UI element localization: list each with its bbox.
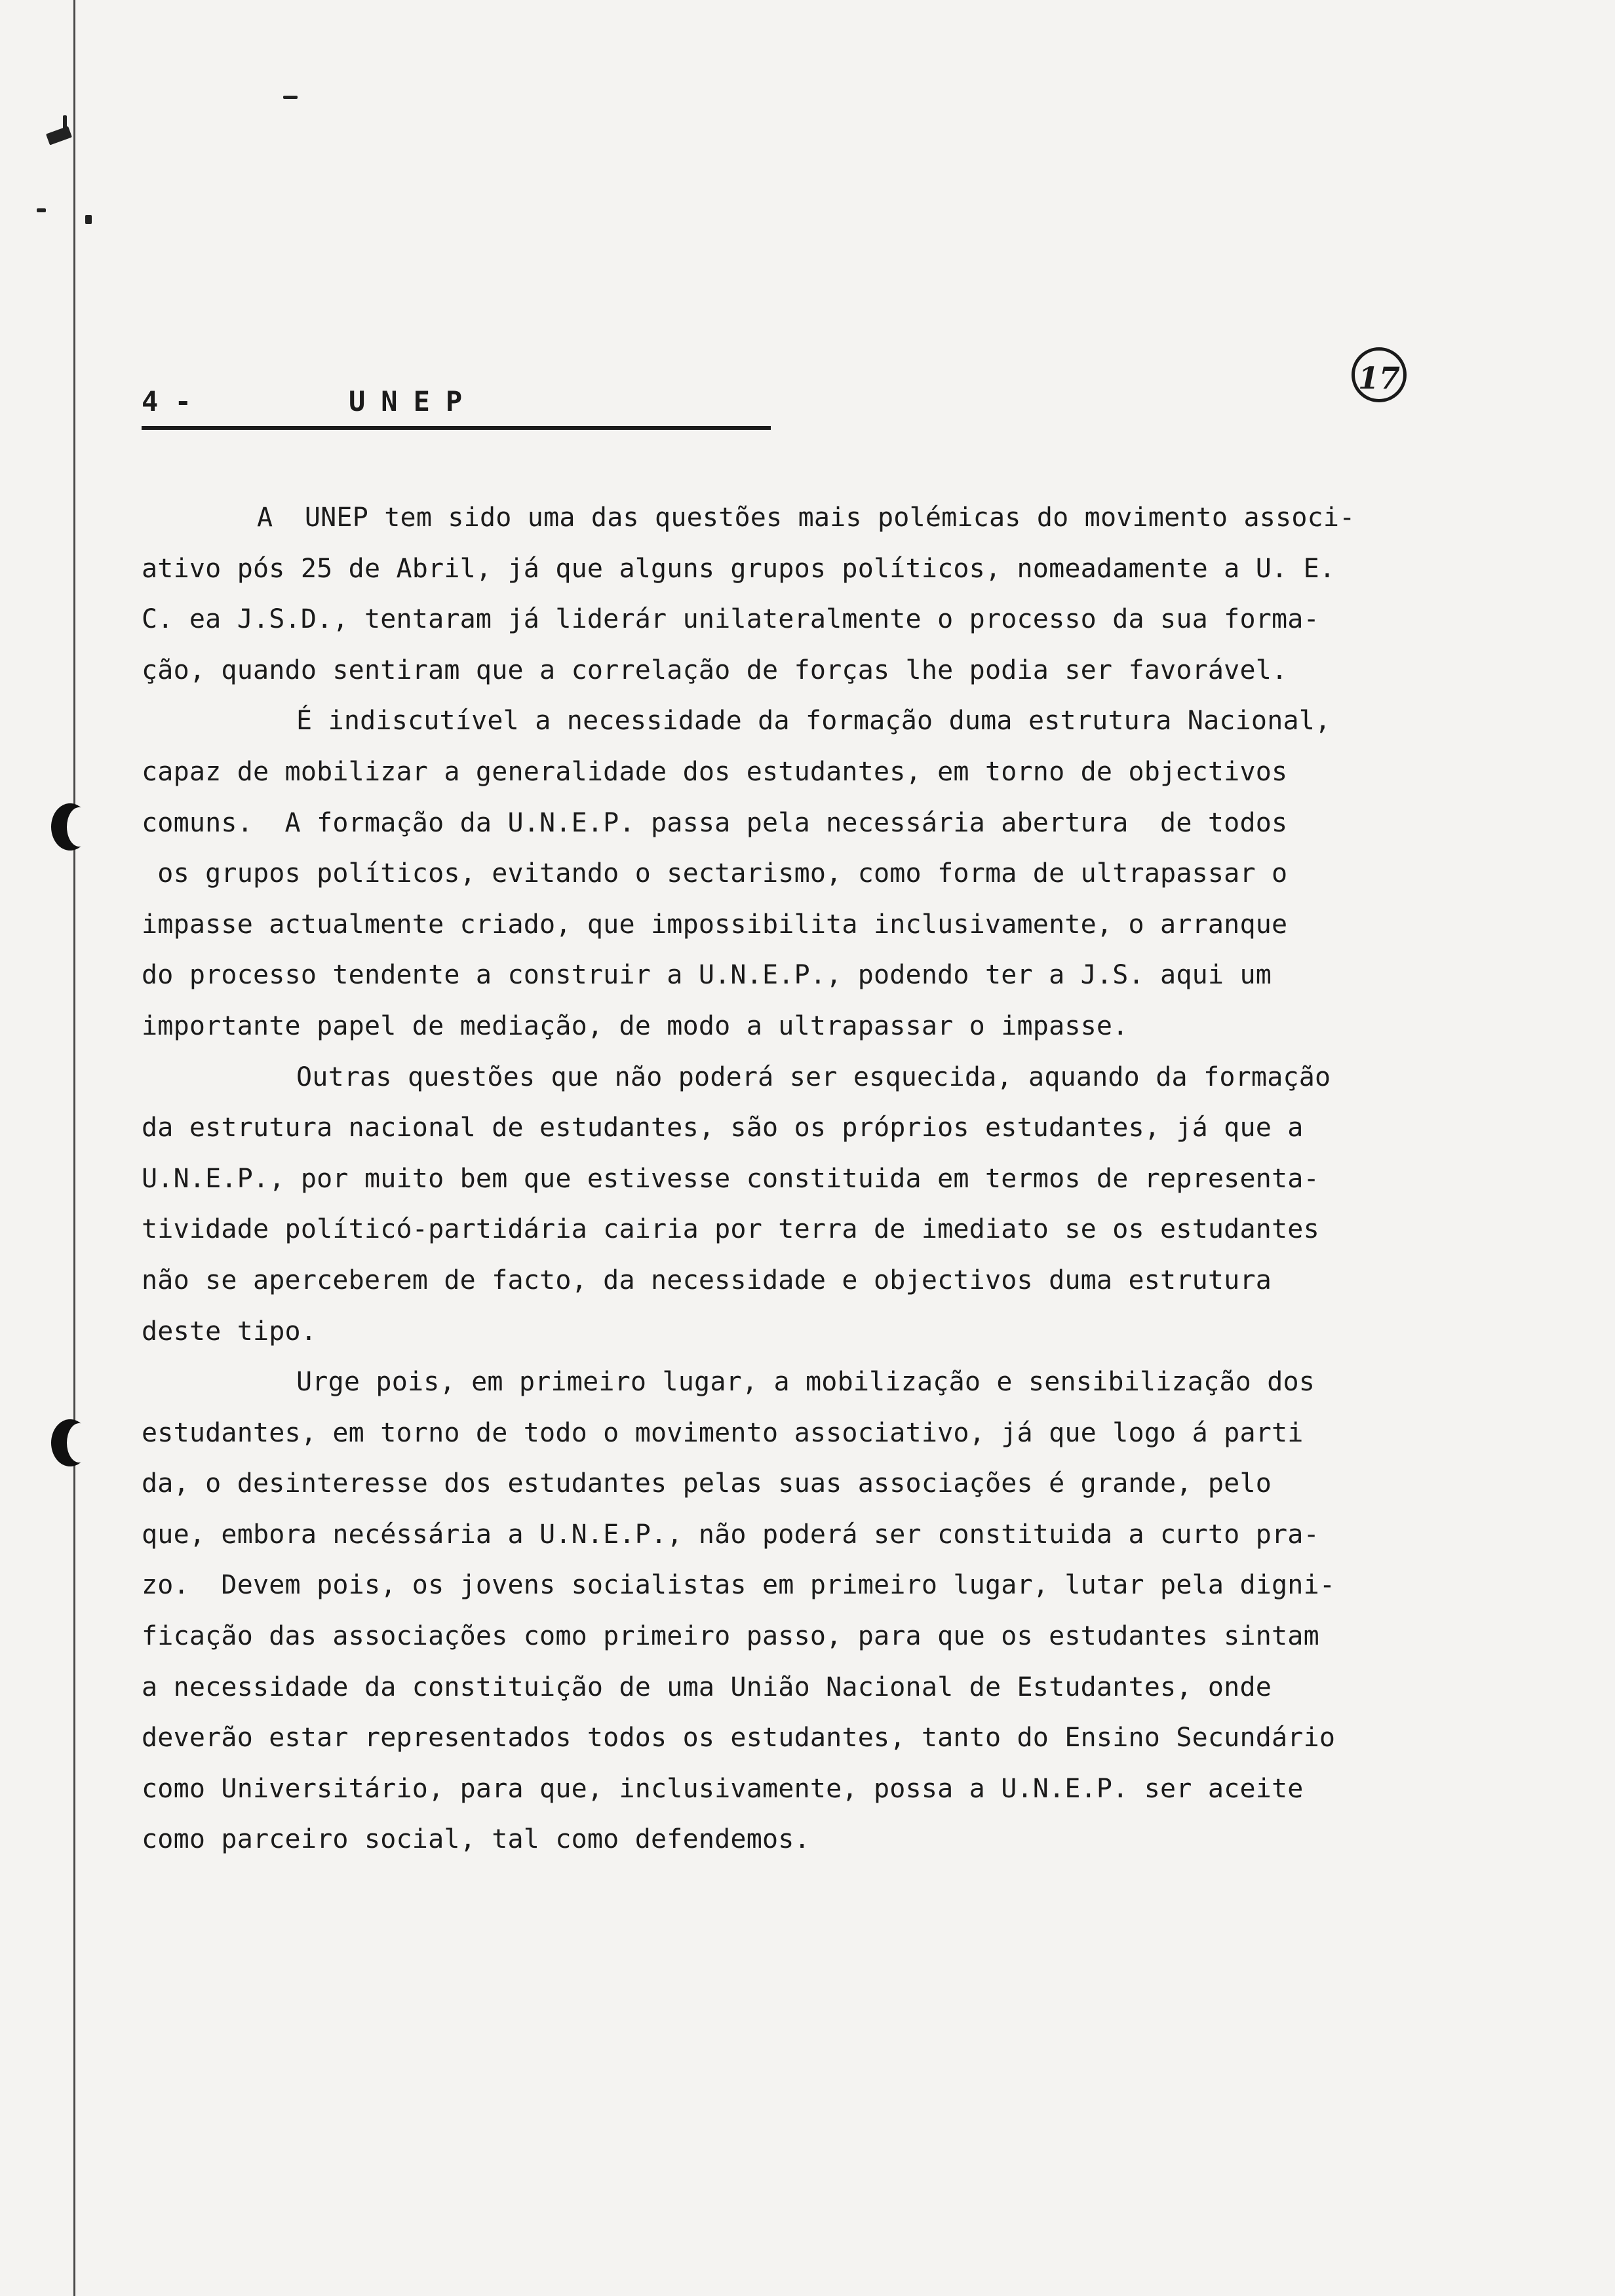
text-line: É indiscutível a necessidade da formação duma estrutura Nacional, xyxy=(296,706,1331,737)
text-line: como parceiro social, tal como defendemos. xyxy=(142,1824,810,1855)
binder-hole-icon xyxy=(51,803,89,851)
ink-speck xyxy=(37,208,46,212)
text-line: A UNEP tem sido uma das questões mais polémicas do movimento associ- xyxy=(257,503,1355,533)
text-line: tividade políticó-partidária cairia por terra de imediato se os estudantes xyxy=(142,1214,1319,1245)
text-line: zo. Devem pois, os jovens socialistas em primeiro lugar, lutar pela digni- xyxy=(142,1570,1336,1601)
section-number: 4 - xyxy=(142,385,191,417)
text-line: os grupos políticos, evitando o sectarismo, como forma de ultrapassar o xyxy=(142,858,1288,889)
text-line: C. ea J.S.D., tentaram já liderár unilateralmente o processo da sua forma- xyxy=(142,604,1319,635)
ink-speck xyxy=(63,115,67,135)
text-line: importante papel de mediação, de modo a ultrapassar o impasse. xyxy=(142,1010,1129,1041)
text-line: comuns. A formação da U.N.E.P. passa pela necessária abertura de todos xyxy=(142,807,1288,838)
binder-hole-icon xyxy=(51,1419,89,1466)
margin-rule xyxy=(73,0,75,2296)
text-line: deste tipo. xyxy=(142,1316,317,1347)
text-line: ção, quando sentiram que a correlação de forças lhe podia ser favorável. xyxy=(142,655,1288,685)
ink-speck xyxy=(85,215,92,224)
heading-underline xyxy=(142,426,771,430)
text-line: da, o desinteresse dos estudantes pelas suas associações é grande, pelo xyxy=(142,1468,1272,1499)
text-line: ativo pós 25 de Abril, já que alguns grupos políticos, nomeadamente a U. E. xyxy=(142,553,1336,584)
text-line: impasse actualmente criado, que impossibilita inclusivamente, o arranque xyxy=(142,909,1288,940)
section-title: UNEP xyxy=(349,385,478,417)
text-line: ficação das associações como primeiro passo, para que os estudantes sintam xyxy=(142,1621,1319,1652)
text-line: deverão estar representados todos os estudantes, tanto do Ensino Secundário xyxy=(142,1723,1336,1753)
text-line: do processo tendente a construir a U.N.E.P., podendo ter a J.S. aqui um xyxy=(142,960,1272,991)
text-line: da estrutura nacional de estudantes, são os próprios estudantes, já que a xyxy=(142,1113,1304,1143)
text-line: como Universitário, para que, inclusivamente, possa a U.N.E.P. ser aceite xyxy=(142,1773,1304,1804)
ink-speck xyxy=(283,96,298,99)
text-line: capaz de mobilizar a generalidade dos estudantes, em torno de objectivos xyxy=(142,756,1288,787)
text-line: estudantes, em torno de todo o movimento associativo, já que logo á parti xyxy=(142,1417,1304,1448)
text-line: U.N.E.P., por muito bem que estivesse constituida em termos de representa- xyxy=(142,1163,1319,1194)
ink-speck xyxy=(46,126,72,145)
text-line: Outras questões que não poderá ser esquecida, aquando da formação xyxy=(296,1062,1331,1092)
section-heading xyxy=(142,380,771,432)
text-line: Urge pois, em primeiro lugar, a mobilização e sensibilização dos xyxy=(296,1367,1315,1398)
text-line: não se aperceberem de facto, da necessidade e objectivos duma estrutura xyxy=(142,1265,1272,1295)
page-number-stamp: 17 xyxy=(1352,347,1407,402)
text-line: a necessidade da constituição de uma União Nacional de Estudantes, onde xyxy=(142,1672,1272,1702)
text-line: que, embora necéssária a U.N.E.P., não poderá ser constituida a curto pra- xyxy=(142,1519,1319,1550)
body-text xyxy=(142,493,1479,1866)
